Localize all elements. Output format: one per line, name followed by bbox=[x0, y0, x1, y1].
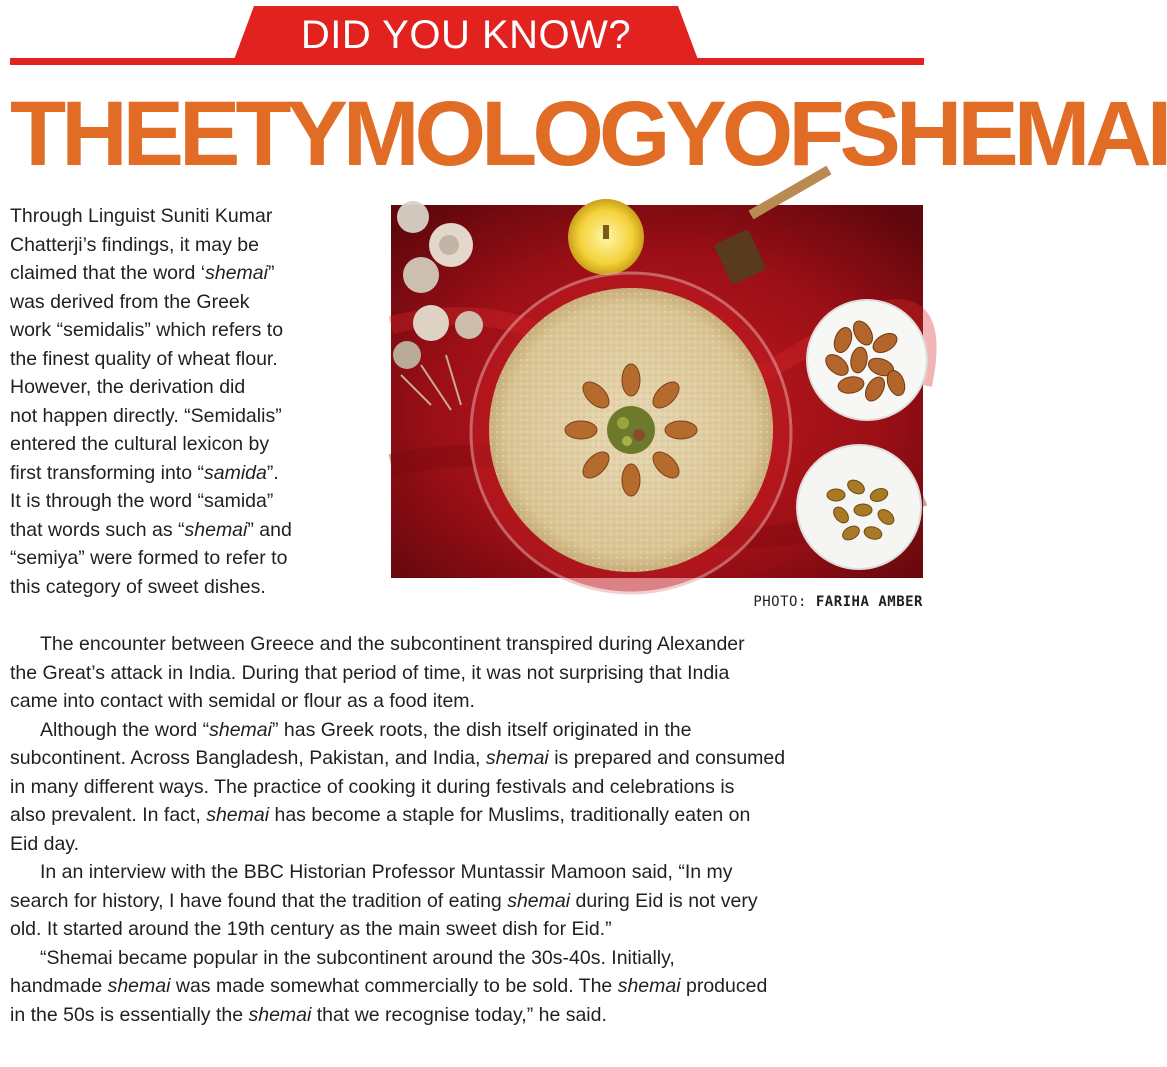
text-line: first transforming into “samida”. bbox=[10, 461, 279, 484]
text-line: claimed that the word ‘shemai” bbox=[10, 262, 275, 284]
text-line: Chatterji’s findings, it may be bbox=[10, 233, 259, 256]
text-line: search for history, I have found that the tradition of eating shemai during Eid is not very bbox=[10, 889, 758, 912]
body-paragraph bbox=[10, 944, 924, 1030]
text-line: “semiya” were formed to refer to bbox=[10, 547, 288, 569]
text-line: was derived from the Greek bbox=[10, 290, 250, 313]
text-line: came into contact with semidal or flour as a food item. bbox=[10, 690, 475, 712]
text-line: “Shemai became popular in the subcontinent around the 30s-40s. Initially, bbox=[40, 946, 675, 969]
text-line: the finest quality of wheat flour. bbox=[10, 347, 278, 370]
text-line: Through Linguist Suniti Kumar bbox=[10, 205, 273, 227]
text-line: subcontinent. Across Bangladesh, Pakistan, and India, shemai is prepared and consumed bbox=[10, 747, 786, 769]
section-banner-label: DID YOU KNOW? bbox=[300, 13, 632, 57]
text-line: Eid day. bbox=[10, 832, 80, 855]
text-line: However, the derivation did bbox=[10, 376, 246, 398]
text-line: in the 50s is essentially the shemai that we recognise today,” he said. bbox=[10, 1003, 607, 1026]
intro-column bbox=[10, 202, 366, 601]
photo-credit-prefix: PHOTO: bbox=[753, 594, 807, 610]
text-line: also prevalent. In fact, shemai has become a staple for Muslims, traditionally eaten on bbox=[10, 804, 751, 826]
article-headline: THEETYMOLOGYOFSHEMAI bbox=[10, 83, 1167, 185]
body-paragraph bbox=[10, 858, 924, 944]
article-body bbox=[10, 630, 924, 1029]
text-line: In an interview with the BBC Historian Professor Muntassir Mamoon said, “In my bbox=[40, 861, 733, 883]
photo-credit bbox=[620, 594, 923, 610]
intro-paragraph bbox=[10, 202, 366, 601]
text-line: entered the cultural lexicon by bbox=[10, 433, 270, 455]
text-line: work “semidalis” which refers to bbox=[10, 319, 284, 341]
body-paragraph bbox=[10, 630, 924, 716]
text-line: It is through the word “samida” bbox=[10, 490, 274, 512]
text-line: handmade shemai was made somewhat commercially to be sold. The shemai produced bbox=[10, 975, 768, 997]
shemai-photo-illustration bbox=[391, 205, 923, 578]
text-line: Although the word “shemai” has Greek roots, the dish itself originated in the bbox=[40, 718, 692, 741]
text-line: in many different ways. The practice of cooking it during festivals and celebrations is bbox=[10, 775, 735, 798]
shemai-photo bbox=[391, 205, 923, 578]
text-line: The encounter between Greece and the subcontinent transpired during Alexander bbox=[40, 633, 745, 655]
text-line: that words such as “shemai” and bbox=[10, 518, 292, 541]
body-paragraph bbox=[10, 716, 924, 859]
text-line: the Great’s attack in India. During that period of time, it was not surprising that India bbox=[10, 661, 730, 684]
text-line: not happen directly. “Semidalis” bbox=[10, 404, 282, 427]
photographer-name: FARIHA AMBER bbox=[815, 594, 923, 610]
text-line: old. It started around the 19th century as the main sweet dish for Eid.” bbox=[10, 918, 612, 940]
text-line: this category of sweet dishes. bbox=[10, 575, 266, 598]
